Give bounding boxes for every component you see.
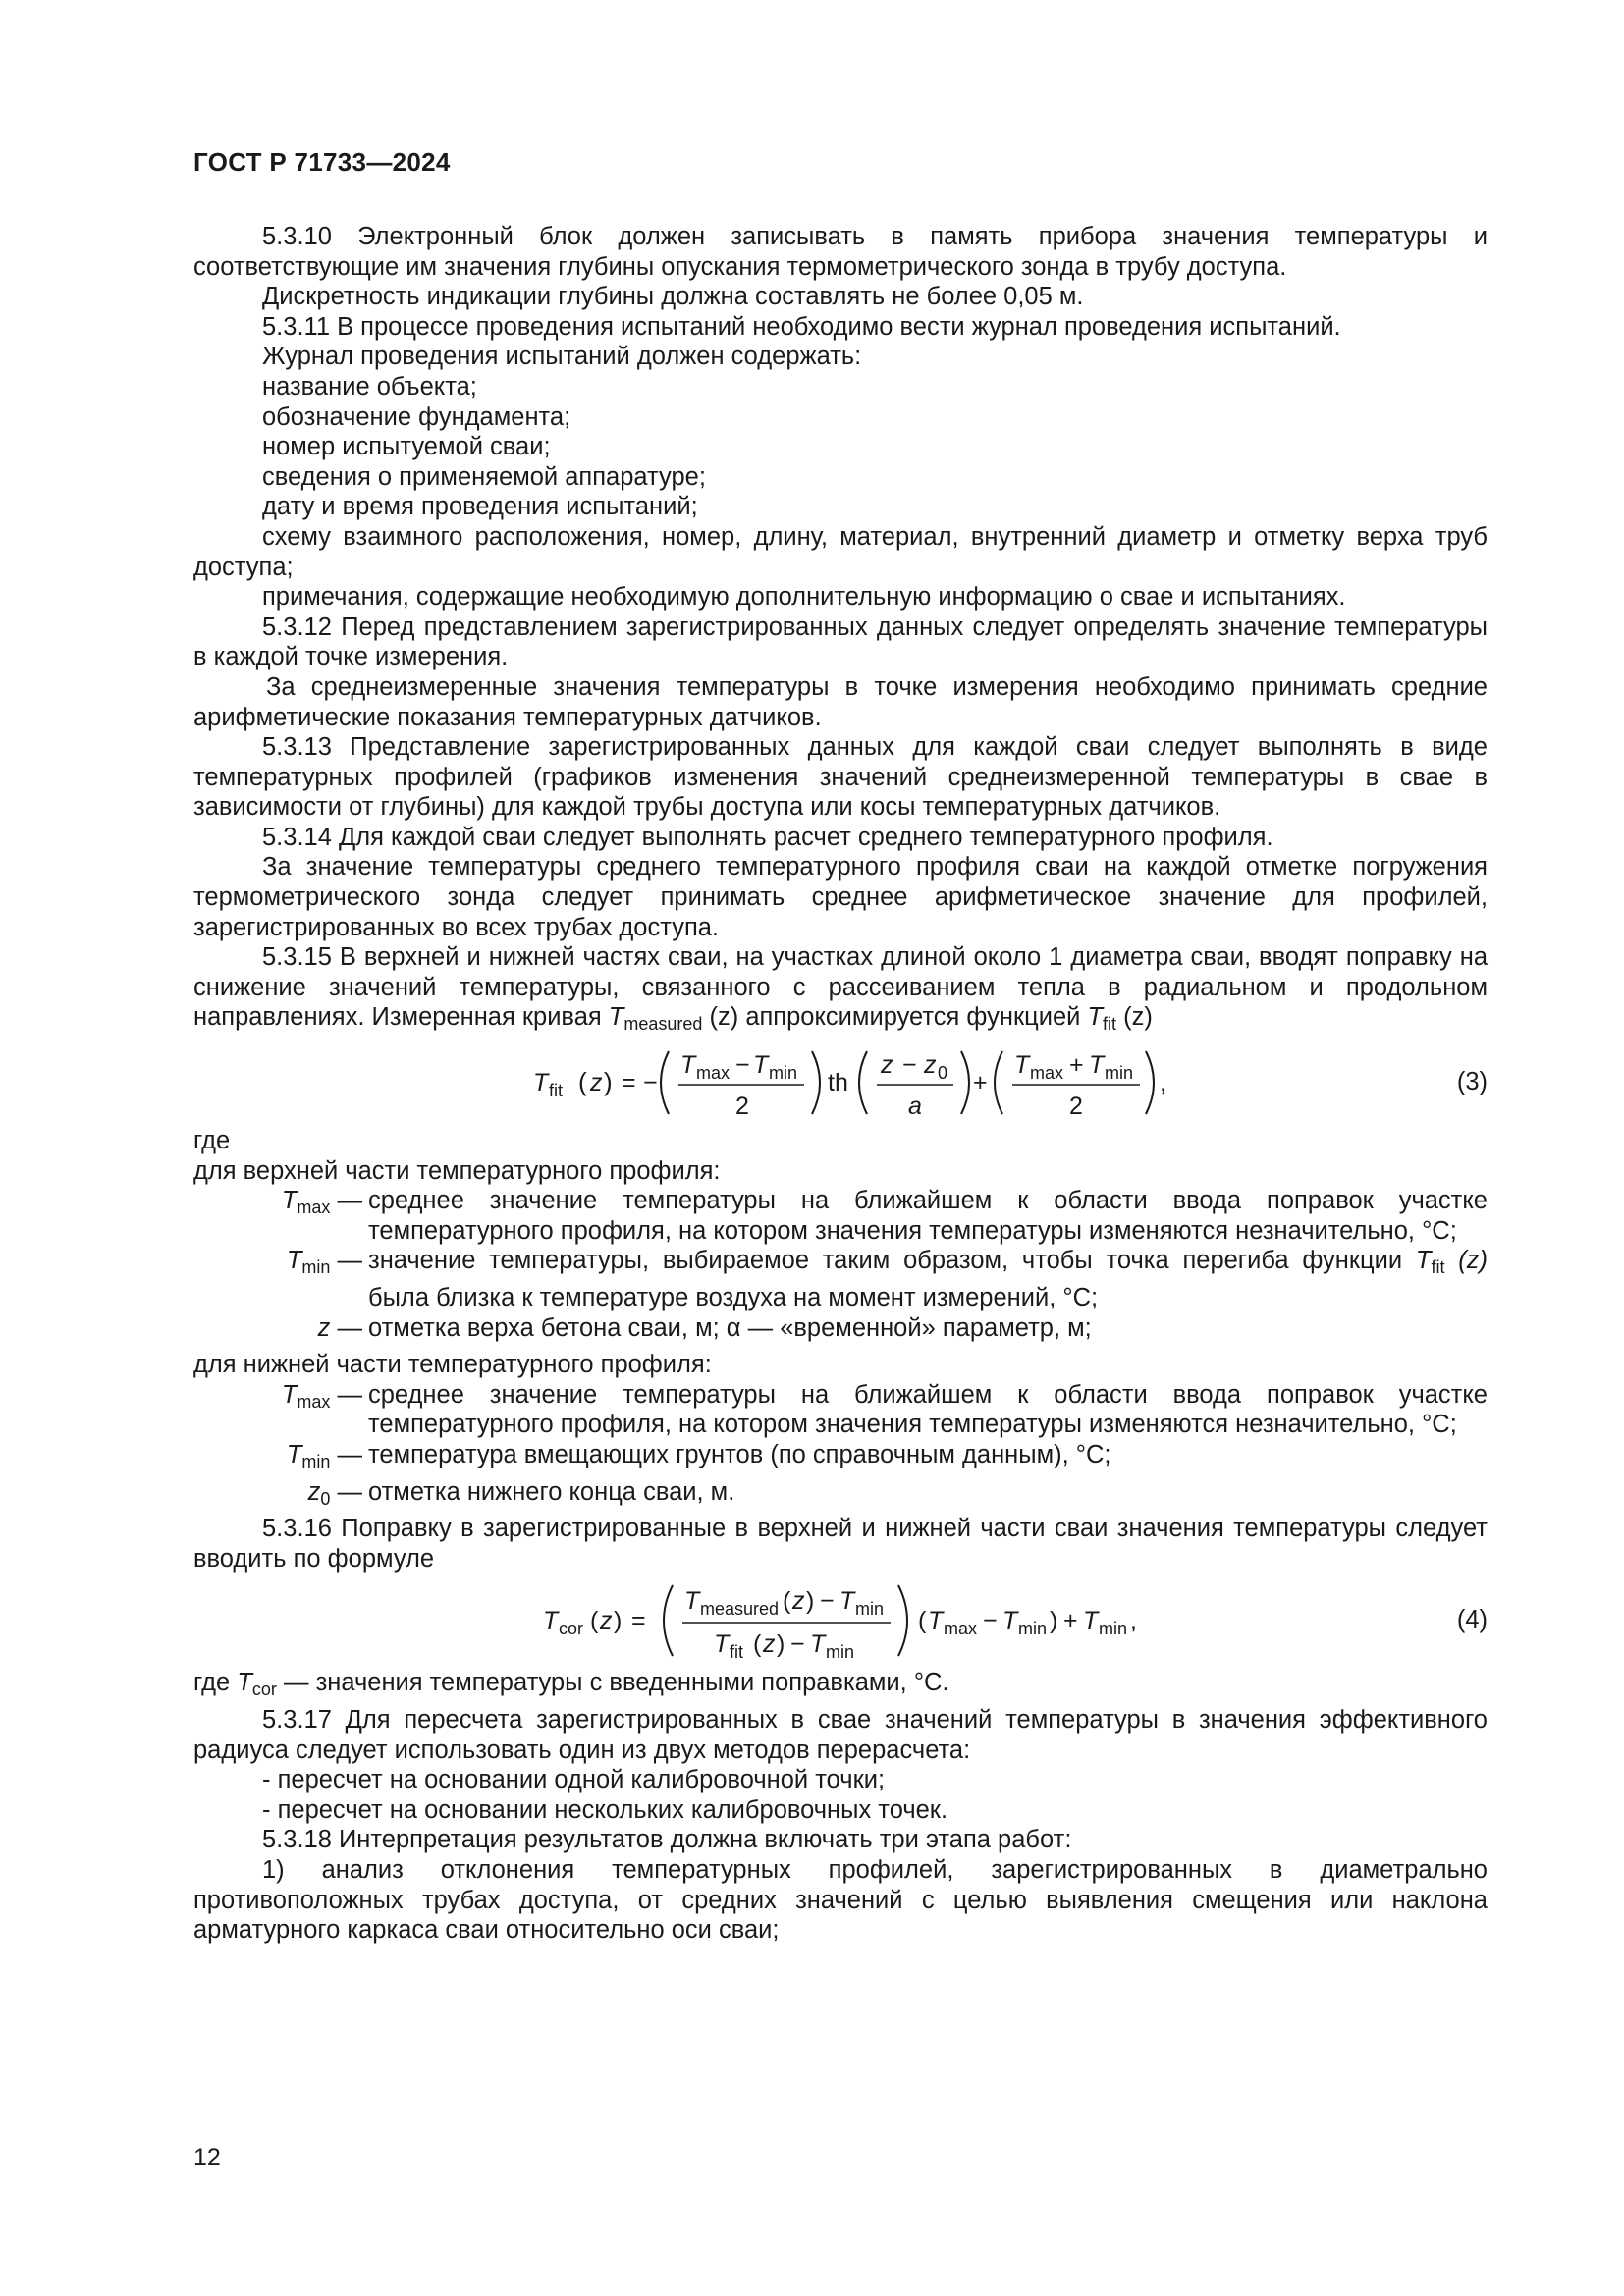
f4-num-t2: T [839,1587,855,1616]
f4-plus: + [1063,1607,1078,1635]
definition-symbol: $z_0$ — [307,1477,362,1509]
method-item: - пересчет на основании одной калибровочной точки; [262,1766,886,1794]
clause-5-3-17: 5.3.17 Для пересчета зарегистрированных в свае значений температуры в значения эффективного радиуса следует использовать один из двух методов перерасчета: [193,1705,1488,1764]
standard-header: ГОСТ Р 71733—2024 [193,147,451,177]
symbol-subscript: max [297,1198,331,1218]
symbol-subscript: 0 [320,1488,331,1509]
journal-item: название объекта; [262,372,477,400]
clause-5-3-13: 5.3.13 Представление зарегистрированных данных для каждой сваи следует выполнять в виде температурных профилей (графиков изменения значений среднеизмеренной температуры в свае в зависимости от глубины) для каждой трубы доступа или косы температурных датчиков. [193,733,1488,822]
symbol-t: T [237,1669,252,1697]
f3-big-paren-left [995,1051,1002,1114]
f4-t-min: T [1002,1607,1018,1635]
formula-3-graphic [193,1040,1488,1126]
symbol-subscript: max [297,1391,331,1412]
symbol-letter: T [281,1187,298,1215]
formula-4-number: (4) [1456,1606,1488,1634]
clause-5-3-15-text-a: 5.3.15 В верхней и нижней частях сваи, на участках длиной около 1 диаметра сваи, вводят поправку на снижение значений температуры, связанного с рассеиванием тепла в радиальном и продольном направлениях. Измеренная кривая [193,943,1488,1032]
f4-sub-max: max [944,1619,978,1639]
f3-minus: − [643,1069,658,1097]
journal-intro: Журнал проведения испытаний должен содержать: [262,343,862,371]
symbol-letter: T [281,1380,298,1409]
formula-3 [193,1040,1488,1126]
definition-z-upper [193,1313,1488,1351]
f3-comma: , [1160,1069,1166,1097]
symbol-letter: T [286,1440,302,1468]
stage-1: 1) анализ отклонения температурных профилей, зарегистрированных в диаметрально противоположных трубах доступа, от средних значений с целью выявления смещения или наклона арматурного каркаса сваи относительно оси сваи; [193,1855,1488,1945]
f3-num-sub-zero: 0 [938,1063,948,1084]
f4-t-max: T [928,1607,944,1635]
z-argument: (z) [709,1003,739,1032]
f3-big-paren-left [859,1051,867,1114]
f3-num-sub-min: min [769,1063,798,1084]
definition-text-a: значение температуры, выбираемое таким образом, чтобы точка перегиба функции [368,1247,1416,1275]
definition-tmax-lower [193,1380,1488,1440]
f4-sub-min: min [1018,1619,1048,1639]
f3-num-minus: − [735,1051,750,1080]
f4-num-t: T [684,1587,700,1616]
tcor-definition: — значения температуры с введенными поправками, °С. [284,1669,949,1697]
document-body [193,222,1488,1946]
definition-symbol: $T_{max}$ — [281,1380,362,1412]
journal-item: дату и время проведения испытаний; [262,493,698,521]
f4-equals: = [631,1607,646,1635]
f3-num-sub-max2: max [1030,1063,1064,1084]
symbol-letter: z [307,1477,321,1506]
f3-equals: = [622,1069,636,1097]
f4-minus: − [983,1607,998,1635]
f3-num-z0: z [924,1051,937,1080]
mean-temperature-rule: За среднеизмеренные значения температуры в точке измерения необходимо принимать средние арифметические показания температурных датчиков. [193,672,1488,731]
f4-paren: ( [918,1607,927,1635]
f3-big-paren-right [1146,1051,1154,1114]
symbol-subscript: min [301,1257,331,1278]
z-argument: (z) [1458,1247,1488,1275]
method-item: - пересчет на основании нескольких калибровочных точек. [262,1795,948,1824]
depth-discreteness: Дискретность индикации глубины должна составлять не более 0,05 м. [262,283,1084,311]
definition-text: среднее значение температуры на ближайшем к области ввода поправок участке температурного профиля, на котором значения температуры изменяются незначительно, °С; [368,1380,1488,1439]
where-label: где [193,1127,231,1155]
f4-den-minus: − [790,1630,805,1659]
f4-num-minus: − [820,1587,835,1616]
f4-sub-min2: min [1099,1619,1128,1639]
f3-den-two: 2 [735,1093,749,1121]
f3-num-sub-min2: min [1105,1063,1134,1084]
page-number: 12 [193,2144,221,2171]
average-profile-rule: За значение температуры среднего температурного профиля сваи на каждой отметке погружения термометрического зонда следует принимать среднее арифметическое значение для профилей, зарегистрированных во всех трубах доступа. [193,853,1488,941]
f4-num-sub-min: min [855,1599,885,1620]
f4-comma: , [1130,1607,1137,1635]
definition-text: отметка верха бетона сваи, м; α — «временной» параметр, м; [368,1313,1092,1342]
definition-text-b: была близка к температуре воздуха на момент измерений, °С; [368,1284,1099,1311]
definition-tmax-upper [193,1186,1488,1246]
clause-5-3-16: 5.3.16 Поправку в зарегистрированные в верхней и нижней части сваи значения температуры следует вводить по формуле [193,1515,1488,1573]
clause-5-3-18: 5.3.18 Интерпретация результатов должна включать три этапа работ: [262,1826,1072,1854]
where-tcor [193,1668,1488,1705]
clause-5-3-10: 5.3.10 Электронный блок должен записывать в память прибора значения температуры и соответствующие им значения глубины опускания термометрического зонда в трубу доступа. [193,223,1488,281]
definition-text: температура вмещающих грунтов (по справочным данным), °С; [368,1440,1111,1468]
f4-den-sub-min: min [826,1642,855,1663]
f4-z: z [600,1607,613,1635]
f3-sub-fit: fit [549,1081,564,1101]
symbol-letter: T [286,1247,302,1275]
subscript-cor: cor [251,1680,277,1700]
subscript-fit: fit [1103,1014,1117,1035]
clause-5-3-15-text-b: аппроксимируется функцией [738,1003,1088,1032]
definition-text: среднее значение температуры на ближайшем к области ввода поправок участке температурного профиля, на котором значения температуры изменяются незначительно, °С; [368,1187,1488,1245]
f3-den-a: a [908,1093,922,1121]
f4-den-z: z [763,1630,776,1659]
symbol-t: T [1415,1247,1432,1275]
definition-text: отметка нижнего конца сваи, м. [368,1477,735,1506]
formula-4-graphic [193,1574,1488,1668]
f4-big-paren-left [664,1585,673,1656]
f3-paren: ) [604,1067,613,1097]
f3-big-paren-left [661,1051,669,1114]
clause-5-3-15 [193,942,1488,1040]
f4-paren: ) [614,1607,623,1635]
f4-den-t2: T [810,1630,826,1659]
f3-big-paren-right [961,1051,969,1114]
f3-big-paren-right [812,1051,820,1114]
f4-big-paren-right [898,1585,907,1656]
definition-symbol: $T_{min}$ — [286,1247,362,1278]
journal-item: схему взаимного расположения, номер, длину, материал, внутренний диаметр и отметку верха труб доступа; [193,522,1488,581]
f3-th: th [828,1069,848,1097]
f3-num-t2: T [753,1051,769,1080]
journal-item: примечания, содержащие необходимую дополнительную информацию о свае и испытаниях. [262,583,1346,612]
f3-num-t1: T [680,1051,696,1080]
formula-4 [193,1574,1488,1668]
definition-text [362,1246,1488,1312]
f4-num-sub-measured: measured [700,1599,780,1620]
f4-num-z: z [792,1587,805,1616]
f4-paren: ) [777,1630,785,1659]
journal-item: обозначение фундамента; [262,402,571,431]
journal-item: номер испытуемой сваи; [262,433,551,461]
clause-5-3-11: 5.3.11 В процессе проведения испытаний необходимо вести журнал проведения испытаний. [262,312,1341,341]
clause-5-3-14: 5.3.14 Для каждой сваи следует выполнять расчет среднего температурного профиля. [262,823,1273,851]
definition-z0-lower [193,1477,1488,1515]
z-argument: (z) [1123,1003,1153,1032]
definition-tmin-upper [193,1246,1488,1312]
journal-item: сведения о применяемой аппаратуре; [262,462,706,491]
f4-t-min2: T [1083,1607,1099,1635]
formula-3-number: (3) [1456,1068,1488,1096]
subscript-measured: measured [623,1014,703,1035]
symbol-t: T [1087,1003,1104,1032]
f4-den-t: T [714,1630,730,1659]
f3-num-minus2: − [902,1051,917,1080]
f3-den-two2: 2 [1069,1093,1083,1121]
clause-5-3-12: 5.3.12 Перед представлением зарегистрированных данных следует определять значение температуры в каждой точке измерения. [193,613,1488,671]
symbol-subscript: min [301,1451,331,1471]
upper-part-heading: для верхней части температурного профиля: [193,1156,721,1185]
symbol-letter: z [317,1313,331,1342]
f4-paren: ) [806,1587,815,1616]
f4-paren: ( [590,1607,599,1635]
symbol-t: T [608,1003,624,1032]
f4-paren: ( [783,1587,791,1616]
f3-paren: ( [578,1067,587,1097]
f4-paren: ( [753,1630,762,1659]
lower-part-heading: для нижней части температурного профиля: [193,1351,712,1379]
f4-sub-cor: cor [559,1619,584,1639]
f3-t: T [533,1069,549,1097]
definition-symbol: $T_{min}$ — [286,1440,362,1471]
f4-t: T [543,1607,559,1635]
f3-plus: + [973,1069,988,1097]
f3-num-t4: T [1089,1051,1105,1080]
subscript-fit: fit [1431,1257,1445,1278]
definition-symbol: $T_{max}$ — [281,1187,362,1218]
f3-z: z [590,1069,603,1097]
f3-num-t3: T [1014,1051,1030,1080]
f4-paren: ) [1050,1607,1058,1635]
f3-num-plus: + [1069,1051,1084,1080]
f3-num-sub-max: max [696,1063,731,1084]
f4-den-sub-fit: fit [730,1642,744,1663]
definition-symbol: z — [317,1313,362,1342]
f3-num-z: z [881,1051,893,1080]
where-word: где [193,1669,231,1697]
definition-tmin-lower [193,1440,1488,1477]
